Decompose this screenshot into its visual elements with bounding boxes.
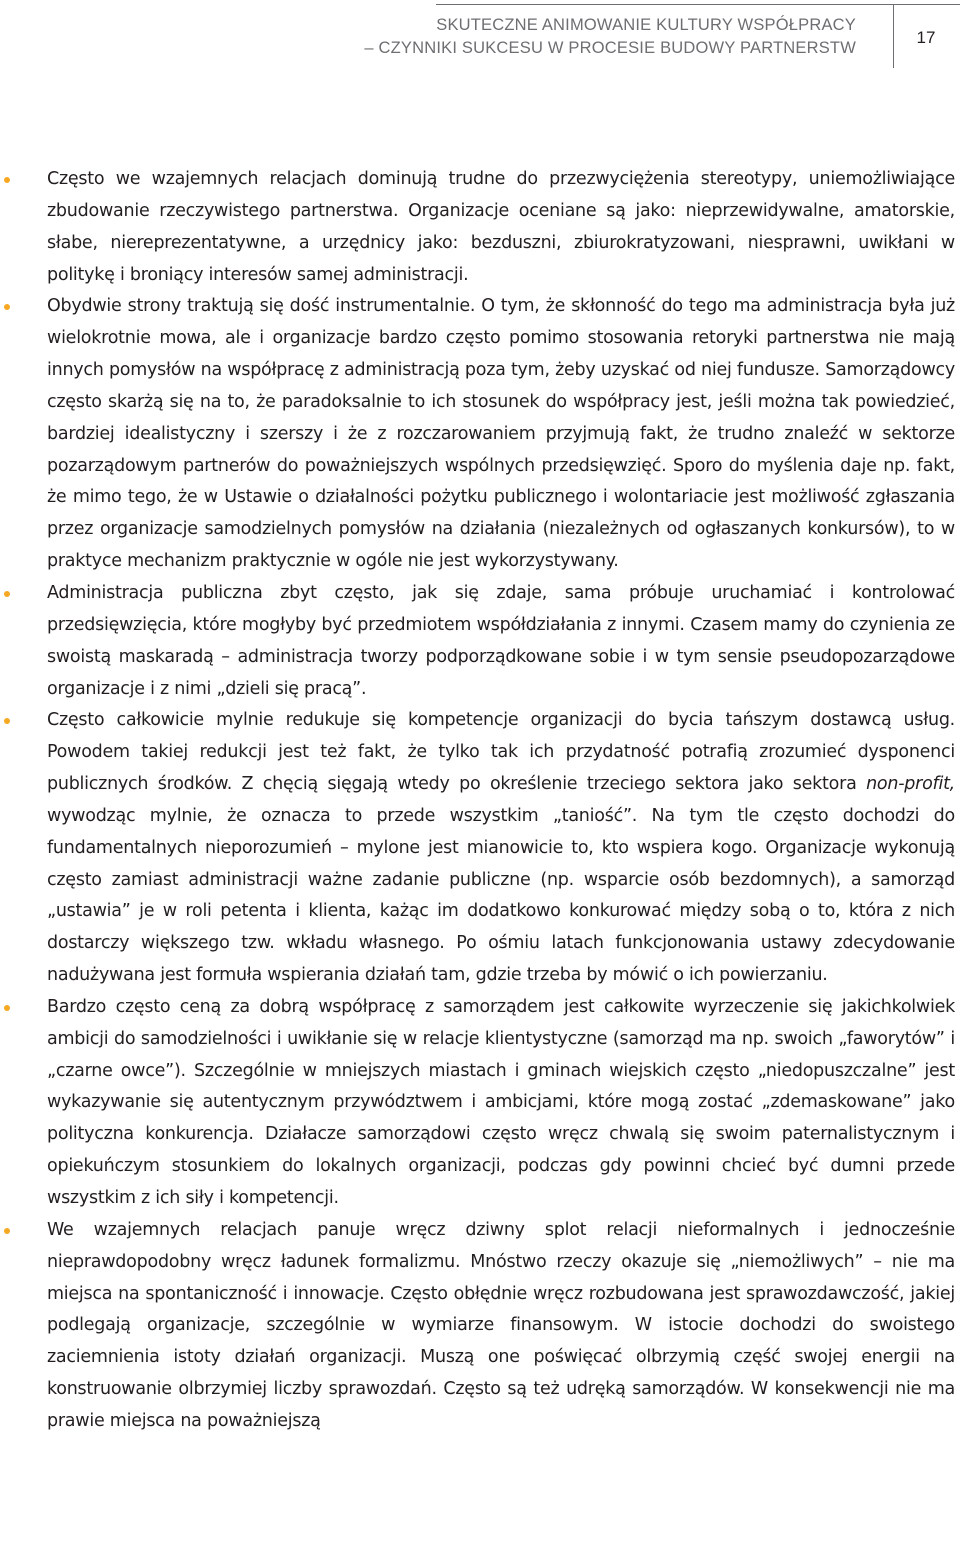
bullet-list xyxy=(47,164,955,1438)
bullet-icon xyxy=(4,1005,10,1011)
main-content xyxy=(47,164,955,1438)
bullet-icon xyxy=(4,304,10,310)
bullet-icon xyxy=(4,591,10,597)
bullet-icon xyxy=(4,718,10,724)
list-item xyxy=(47,578,955,705)
italic-term: non-profit, xyxy=(866,774,955,795)
list-item xyxy=(47,1215,955,1438)
list-item xyxy=(47,291,955,578)
list-item-text: Często całkowicie mylnie redukuje się kompetencje organizacji do bycia tańszym dostawcą usług. Powodem takiej redukcji jest też fakt, że tylko tak ich przydatność potrafią zrozumieć dysponenci publicznych środków. Z chęcią sięgają wtedy po określenie trzeciego sektora jako sektora xyxy=(47,710,955,795)
list-item xyxy=(47,705,955,992)
running-header-line-1: SKUTECZNE ANIMOWANIE KULTURY WSPÓŁPRACY xyxy=(436,16,856,34)
list-item-text: Bardzo często ceną za dobrą współpracę z samorządem jest całkowite wyrzeczenie się jakichkolwiek ambicji do samodzielności i uwikłanie się w relacje klientystyczne (samorząd ma np. swoich „faworytów” i „czarne owce”). Szczególnie w mniejszych miastach i gminach wiejskich często „niedopuszczalne” jest wykazywanie się autentycznym przywództwem i ambicjami, które mogą zostać „zdemaskowane” jako polityczna konkurencja. Działacze samorządowi często wręcz chwalą się swoim paternalistycznym i opiekuńczym stosunkiem do lokalnych organizacji, podczas gdy powinni chcieć być dumni przede wszystkim z ich siły i kompetencji. xyxy=(47,996,955,1208)
list-item xyxy=(47,164,955,291)
header-divider xyxy=(893,4,894,68)
list-item-text: Często we wzajemnych relacjach dominują trudne do przezwyciężenia stereotypy, uniemożliwiające zbudowanie rzeczywistego partnerstwa. Organizacje oceniane są jako: nieprzewidywalne, amatorskie, słabe, niereprezentatywne, a urzędnicy jako: bezduszni, zbiurokratyzowani, niesprawni, uwikłani w politykę i broniący interesów samej administracji. xyxy=(47,169,955,285)
list-item xyxy=(47,992,955,1215)
bullet-icon xyxy=(4,1228,10,1234)
list-item-text: We wzajemnych relacjach panuje wręcz dziwny splot relacji nieformalnych i jednocześnie nieprawdopodobny wręcz ładunek formalizmu. Mnóstwo rzeczy okazuje się „niemożliwych” – nie ma miejsca na spontaniczność i innowacje. Często obłędnie wręcz rozbudowana jest sprawozdawczość, jakiej podlegają organizacje, szczególnie w wymiarze finansowym. W istocie dochodzi do swoistego zaciemnienia istoty działań organizacji. Muszą one poświęcać olbrzymią część swojej energii na konstruowanie olbrzymiej liczby sprawozdań. Często są też udręką samorządów. W konsekwencji nie ma prawie miejsca na poważniejszą xyxy=(47,1219,955,1431)
page-number: 17 xyxy=(916,28,936,47)
running-header-line-2: – CZYNNIKI SUKCESU W PROCESIE BUDOWY PARTNERSTW xyxy=(364,39,856,57)
list-item-text: wywodząc mylnie, że oznacza to przede wszystkim „taniość”. Na tym tle często dochodzi do fundamentalnych nieporozumień – mylone jest mianowicie to, kto wspiera kogo. Organizacje wykonują często zamiast administracji ważne zadanie publiczne (np. wsparcie osób bezdomnych), a samorząd „ustawia” je w roli petenta i klienta, każąc im dodatkowo konkurować między sobą o to, która z nich dostarczy większego tzw. wkładu własnego. Po ośmiu latach funkcjonowania ustawy zdecydowanie nadużywana jest formuła wspierania działań tam, gdzie trzeba by mówić o ich powierzaniu. xyxy=(47,805,955,986)
bullet-icon xyxy=(4,177,10,183)
list-item-text: Administracja publiczna zbyt często, jak się zdaje, sama próbuje uruchamiać i kontrolować przedsięwzięcia, które mogłyby być przedmiotem współdziałania z innymi. Czasem mamy do czynienia ze swoistą maskaradą – administracja tworzy podporządkowane sobie i w tym sensie pseudopozarządowe organizacje i z nimi „dzieli się pracą”. xyxy=(47,582,955,699)
running-header xyxy=(364,14,856,60)
header-rule xyxy=(436,4,960,5)
list-item-text: Obydwie strony traktują się dość instrumentalnie. O tym, że skłonność do tego ma administracja była już wielokrotnie mowa, ale i organizacje bardzo często pomimo stosowania retoryki partnerstwa nie mają innych pomysłów na współpracę z administracją poza tym, żeby uzyskać od niej fundusze. Samorządowcy często skarżą się na to, że paradoksalnie to ich stosunek do współpracy jest, jeśli można tak powiedzieć, bardziej idealistyczny i szerszy i że z rozczarowaniem przyjmują fakt, że trudno znaleźć w sektorze pozarządowym partnerów do poważniejszych wspólnych przedsięwzięć. Sporo do myślenia daje np. fakt, że mimo tego, że w Ustawie o działalności pożytku publicznego i wolontariacie jest możliwość zgłaszania przez organizacje samodzielnych pomysłów na działania (niezależnych od ogłaszanych konkursów), to w praktyce mechanizm praktycznie w ogóle nie jest wykorzystywany. xyxy=(47,296,955,572)
